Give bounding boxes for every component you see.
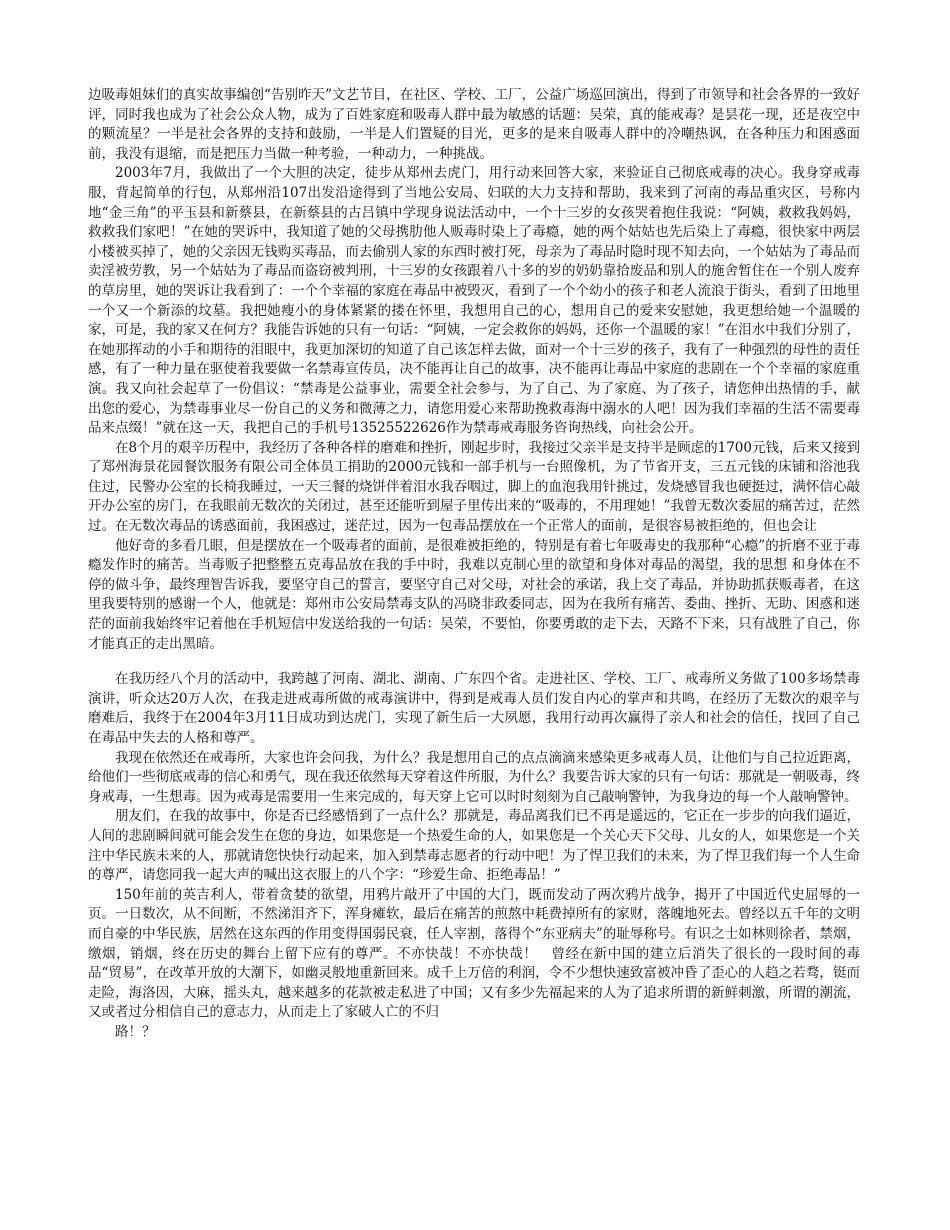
paragraph-9: 路！？ <box>115 1023 156 1040</box>
paragraph-1: 边吸毒姐妹们的真实故事编创“告别昨天”文艺节目，在社区、学校、工厂，公益广场巡回演出，得到了市领导和社会各界的一致好评，同时我也成为了社会公众人物，成为了百姓家庭和吸毒人群中最为敏感的话题：吴荣，真的能戒毒？是昙花一现，还是夜空中的颗流星？一半是社会各界的支持和鼓励，一半是人们置疑的目光，更多的是来自吸毒人群中的冷嘲热讽，在各种压力和困惑面前，我没有退缩，而是把压力当做一种考验，一种动力，一种挑战。 <box>88 87 860 162</box>
paragraph-4: 他好奇的多看几眼，但是摆放在一个吸毒者的面前，是很难被拒绝的，特别是有着七年吸毒史的我那种“心瘾”的折磨不亚于毒瘾发作时的痛苦。当毒贩子把整整五克毒品放在我的手中时，我难以克制心里的欲望和身体对毒品的渴望，我的思想 和身体在不停的做斗争，最终理智告诉我，要坚守自己的誓言，要坚守自己对父母，对社会的承诺，我上交了毒品，并协助抓获贩毒者，在这里我要特别的感谢一个人，他就是：郑州市公安局禁毒支队的冯晓非政委同志，因为在我所有痛苦、委曲、挫折、无助、困惑和迷茫的面前我始终牢记着他在手机短信中发送给我的一句话：吴荣，不要怕，你要勇敢的走下去，天路不下来，只有战胜了自己，你才能真正的走出黑暗。 <box>88 537 860 652</box>
paragraph-8: 150年前的英吉利人，带着贪婪的欲望，用鸦片敲开了中国的大门，既而发动了两次鸦片战争，揭开了中国近代史屈辱的一页。一日数次，从不间断，不然涕泪齐下，浑身瘫软，最后在痛苦的煎熬中耗费掉所有的家财，落魄地死去。曾经以五千年的文明而自豪的中华民族，居然在这东西的作用变得国弱民衰，任人宰割，落得个“东亚病夫”的耻辱称号。有识之士如林则徐者，禁烟，缴烟，销烟，终在历史的舞台上留下应有的尊严。不亦快哉！不亦快哉！ 曾经在新中国的建立后消失了很长的一段时间的毒品“贸易”，在改革开放的大潮下，如幽灵般地重新回来。成千上万倍的利润，令不少想快速致富被冲昏了歪心的人趋之若骛，铤而走险，海洛因，大麻，摇头丸，越来越多的花款被走私进了中国；又有多少先福起来的人为了追求所谓的新鲜刺激，所谓的潮流，又或者过分相信自己的意志力，从而走上了家破人亡的不归 <box>88 886 860 1021</box>
paragraph-7: 朋友们，在我的故事中，你是否已经感悟到了一点什么？那就是，毒品离我们已不再是遥远的，它正在一步步的向我们逼近，人间的悲剧瞬间就可能会发生在您的身边，如果您是一个热爱生命的人，如果您是一个关心天下父母、儿女的人，如果您是一个关注中华民族未来的人，那就请您快快行动起来，加入到禁毒志愿者的行动中吧！为了悍卫我们的未来，为了悍卫我们每一个人生命的尊严，请您同我一起大声的喊出这衣服上的八个字：“珍爱生命、拒绝毒品！” <box>88 808 860 884</box>
paragraph-6: 我现在依然还在戒毒所，大家也许会问我，为什么？我是想用自己的点点滴滴来感染更多戒毒人员，让他们与自己拉近距离，给他们一些彻底戒毒的信心和勇气，现在我还依然每天穿着这件所服，为什么？我要告诉大家的只有一句话：那就是一朝吸毒，终身戒毒，一生想毒。因为戒毒是需要用一生来完成的，每天穿上它可以时时刻刻为自己敲响警钟，为我身边的每一个人敲响警钟。 <box>88 749 860 805</box>
paragraph-2: 2003年7月，我做出了一个大胆的决定，徒步从郑州去虎门，用行动来回答大家，来验证自己彻底戒毒的决心。我身穿戒毒服，背起简单的行包，从郑州沿107出发沿途得到了当地公安局、妇联的大力支持和帮助，我来到了河南的毒品重灾区，号称内地“金三角”的平玉县和新蔡县，在新蔡县的古吕镇中学现身说法活动中，一个十三岁的女孩哭着抱住我说：“阿姨，救救我妈妈，救救我们家吧！”在她的哭诉中，我知道了她的父母携肋他人贩毒时染上了毒瘾，她的两个姑姑也先后染上了毒瘾，很快家中两层小楼被买掉了，她的父亲因无钱购买毒品，而去偷别人家的东西时被打死，母亲为了毒品时隐时现不知去向，一个姑姑为了毒品而卖淫被劳教，另一个姑姑为了毒品而盗窃被判刑，十三岁的女孩跟着八十多的岁的奶奶靠拾废品和别人的施舍暂住在一个别人废弃的草房里，她的哭诉让我看到了：一个个幸福的家庭在毒品中被毁灭，看到了一个个幼小的孩子和老人流浪于街头，看到了田地里一个又一个新添的坟墓。我把她瘦小的身体紧紧的搂在怀里，我想用自己的心，想用自己的爱来安慰她，我更想给她一个温暖的家，可是，我的家又在何方？我能告诉她的只有一句话：“阿姨，一定会救你的妈妈，还你一个温暖的家！”在泪水中我们分别了，在她那挥动的小手和期待的泪眼中，我更加深切的知道了自己该怎样去做，面对一个十三岁的孩子，我有了一种强烈的母性的责任感，有了一种力量在驱使着我要做一名禁毒宣传员，决不能再让自己的故事，决不能再让毒品中家庭的悲剧在一个个幸福的家庭重演。我又向社会起草了一份倡议：“禁毒是公益事业，需要全社会参与，为了自己、为了家庭、为了孩子，请您伸出热情的手，献出您的爱心，为禁毒事业尽一份自己的义务和微薄之力，请您用爱心来帮助挽救毒海中溺水的人吧！因为我们幸福的生活不需要毒品来点缀！”就在这一天，我把自己的手机号13525522626作为禁毒戒毒服务咨询热线，向社会公开。 <box>88 165 860 437</box>
document-body <box>88 86 860 1043</box>
paragraph-5: 在我历经八个月的活动中，我跨越了河南、湖北、湖南、广东四个省。走进社区、学校、工厂、戒毒所义务做了100多场禁毒演讲，听众达20万人次，在我走进戒毒所做的戒毒演讲中，得到是戒毒人员们发自内心的掌声和共鸣，在经历了无数次的艰辛与磨难后，我终于在2004年3月11日成功到达虎门，实现了新生后一大夙愿，我用行动再次赢得了亲人和社会的信任，找回了自己在毒品中失去的人格和尊严。 <box>88 671 860 746</box>
paragraph-3: 在8个月的艰辛历程中，我经历了各种各样的磨难和挫折，刚起步时，我接过父亲半是支持半是顾虑的1700元钱，后来又接到了郑州海景花园餐饮服务有限公司全体员工捐助的2000元钱和一部手机与一台照像机，为了节省开支，三五元钱的床铺和浴池我住过，民警办公室的长椅我睡过，一天三餐的烧饼伴着泪水我吞咽过，脚上的血泡我用针挑过，发烧感冒我也硬挺过，满怀信心敲开办公室的房门，在我眼前无数次的关闭过，甚至还能听到屋子里传出来的“吸毒的，不用理她！”我曾无数次委屈的痛苦过，茫然过。在无数次毒品的诱惑面前，我困惑过，迷茫过，因为一包毒品摆放在一个正常人的面前，是很容易被拒绝的，但也会让 <box>88 439 860 535</box>
paragraph-gap <box>88 654 860 670</box>
